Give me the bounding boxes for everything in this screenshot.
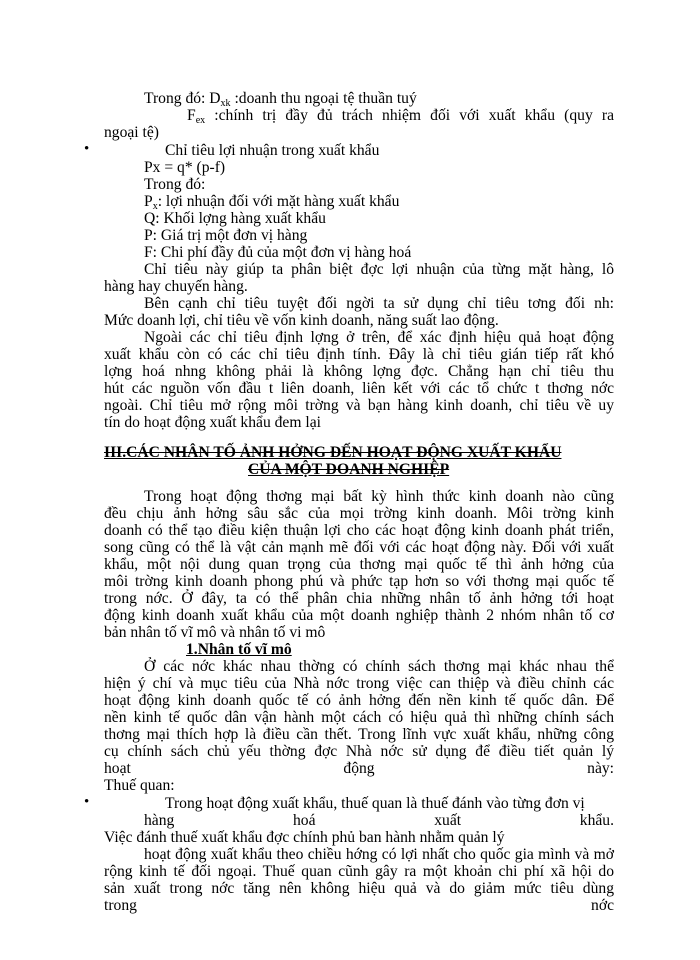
- text-line: Trong đó: $D_{xk}$ :doanh thu ngoại tệ thuần tuý: [144, 90, 417, 109]
- text-line: hoạt động xuất khẩu theo chiều hớng có lợi nhất cho quốc gia mình và mở: [144, 846, 614, 863]
- text-line: nền kinh tế quốc dân vận hành một cách có hiệu quả thì những chính sách: [104, 709, 614, 726]
- section-heading: III.CÁC NHÂN TỐ ẢNH HỞNG ĐẾN HOẠT ĐỘNG XUẤT KHẨU: [104, 444, 562, 461]
- text-line: động kinh doanh xuất khẩu của một doanh nghiệp thành 2 nhóm nhân tố cơ: [104, 607, 614, 624]
- text-line: $P_x$: lợi nhuận đối với mặt hàng xuất khẩu: [144, 193, 400, 212]
- text-line: F: Chi phí đầy đủ của một đơn vị hàng hoá: [144, 244, 412, 261]
- bullet-icon: •: [84, 141, 90, 157]
- text-line: Trong hoạt động thơng mại bất kỳ hình thức kinh doanh nào cũng: [144, 488, 614, 505]
- text-line: đều chịu ảnh hởng sâu sắc của mọi trờng kinh doanh. Môi trờng kinh: [104, 505, 614, 522]
- text-line: Trong đó:: [144, 176, 206, 193]
- text-line: Chỉ tiêu này giúp ta phân biệt đợc lợi nhuận của từng mặt hàng, lô: [144, 261, 614, 278]
- text-line: hoạt động kinh doanh quốc tế có ảnh hởng đến nền kinh tế quốc dân. Để: [104, 692, 614, 709]
- text-line: rộng kinh tế đối ngoại. Thuế quan cũnh gây ra một khoản chi phí xã hội do: [104, 863, 614, 880]
- text-line: cụ chính sách chủ yếu thờng đợc Nhà nớc sử dụng để điều tiết quản lý: [104, 743, 614, 760]
- text-line: môi trờng kinh doanh phong phú và phức tạp hơn so với thơng mại quốc tế: [104, 573, 614, 590]
- text-line: trong nớc: [104, 897, 614, 914]
- text-line: khẩu, một nội dung quan trọng của thơng mại quốc tế thì ảnh hởng của: [104, 556, 614, 573]
- section-heading: CỦA MỘT DOANH NGHIỆP: [248, 461, 450, 478]
- text-line: Chỉ tiêu lợi nhuận trong xuất khẩu: [165, 142, 380, 159]
- bullet-icon: •: [84, 794, 90, 810]
- text-line: Px = q* (p-f): [144, 159, 226, 176]
- text-line: thơng mại thích hợp là điều cần thết. Trong lĩnh vực xuất khẩu, những công: [104, 726, 614, 743]
- text-line: Ở các nớc khác nhau thờng có chính sách thơng mại khác nhau thể: [144, 658, 614, 675]
- text-line: sản xuất trong nớc tăng nên không hiệu quả và do giảm mức tiêu dùng: [104, 880, 614, 897]
- text-line: lợng hoá nhng không phải là không lợng đợc. Chẳng hạn chỉ tiêu thu: [104, 363, 614, 380]
- text-line: hàng hoá xuất khẩu.: [144, 812, 614, 829]
- text-line: Việc đánh thuế xuất khẩu đợc chính phủ ban hành nhằm quản lý: [104, 829, 505, 846]
- text-line: bản nhân tố vĩ mô và nhân tố vi mô: [104, 624, 326, 641]
- text-line: ngoài. Chỉ tiêu mở rộng môi trờng và bạn hàng kinh doanh, chỉ tiêu về uy: [104, 397, 614, 414]
- text-line: tín do hoạt động xuất khẩu đem lại: [104, 414, 321, 431]
- text-line: Q: Khối lợng hàng xuất khẩu: [144, 210, 326, 227]
- text-line: $F_{ex}$ :chính trị đầy đủ trách nhiệm đối với xuất khẩu (quy ra: [187, 107, 614, 126]
- text-line: hoạt động này:: [104, 760, 614, 777]
- text-line: Bên cạnh chỉ tiêu tuyệt đối ngời ta sử dụng chỉ tiêu tơng đối nh:: [144, 295, 614, 312]
- text-line: hàng hay chuyến hàng.: [104, 278, 248, 295]
- text-line: hút các nguồn vốn đầu t liên doanh, liên kết với các tổ chức t thơng nớc: [104, 380, 614, 397]
- text-line: hiện ý chí và mục tiêu của Nhà nớc trong việc can thiệp và điều chỉnh các: [104, 675, 614, 692]
- text-line: ngoại tệ): [104, 124, 159, 141]
- text-line: P: Giá trị một đơn vị hàng: [144, 227, 308, 244]
- text-line: trong nớc. Ở đây, ta có thể phân chia những nhân tố ảnh hởng tới hoạt: [104, 590, 614, 607]
- text-line: xuất khẩu còn có các chỉ tiêu định tính. Đây là chỉ tiêu gián tiếp rất khó: [104, 346, 614, 363]
- text-line: Ngoài các chỉ tiêu định lợng ở trên, để xác định hiệu quả hoạt động: [144, 329, 614, 346]
- text-line: doanh có thể tạo điều kiện thuận lợi cho các hoạt động kinh doanh phát triển,: [104, 522, 614, 539]
- text-line: Thuế quan:: [104, 777, 175, 794]
- text-line: Trong hoạt động xuất khẩu, thuế quan là thuế đánh vào từng đơn vị: [165, 795, 585, 812]
- text-line: Mức doanh lợi, chỉ tiêu về vốn kinh doanh, năng suất lao động.: [104, 312, 499, 329]
- text-line: song cũng có thể là vật cản mạnh mẽ đối với các hoạt động này. Đối với xuất: [104, 539, 614, 556]
- subsection-heading: 1.Nhân tố vĩ mô: [186, 641, 292, 658]
